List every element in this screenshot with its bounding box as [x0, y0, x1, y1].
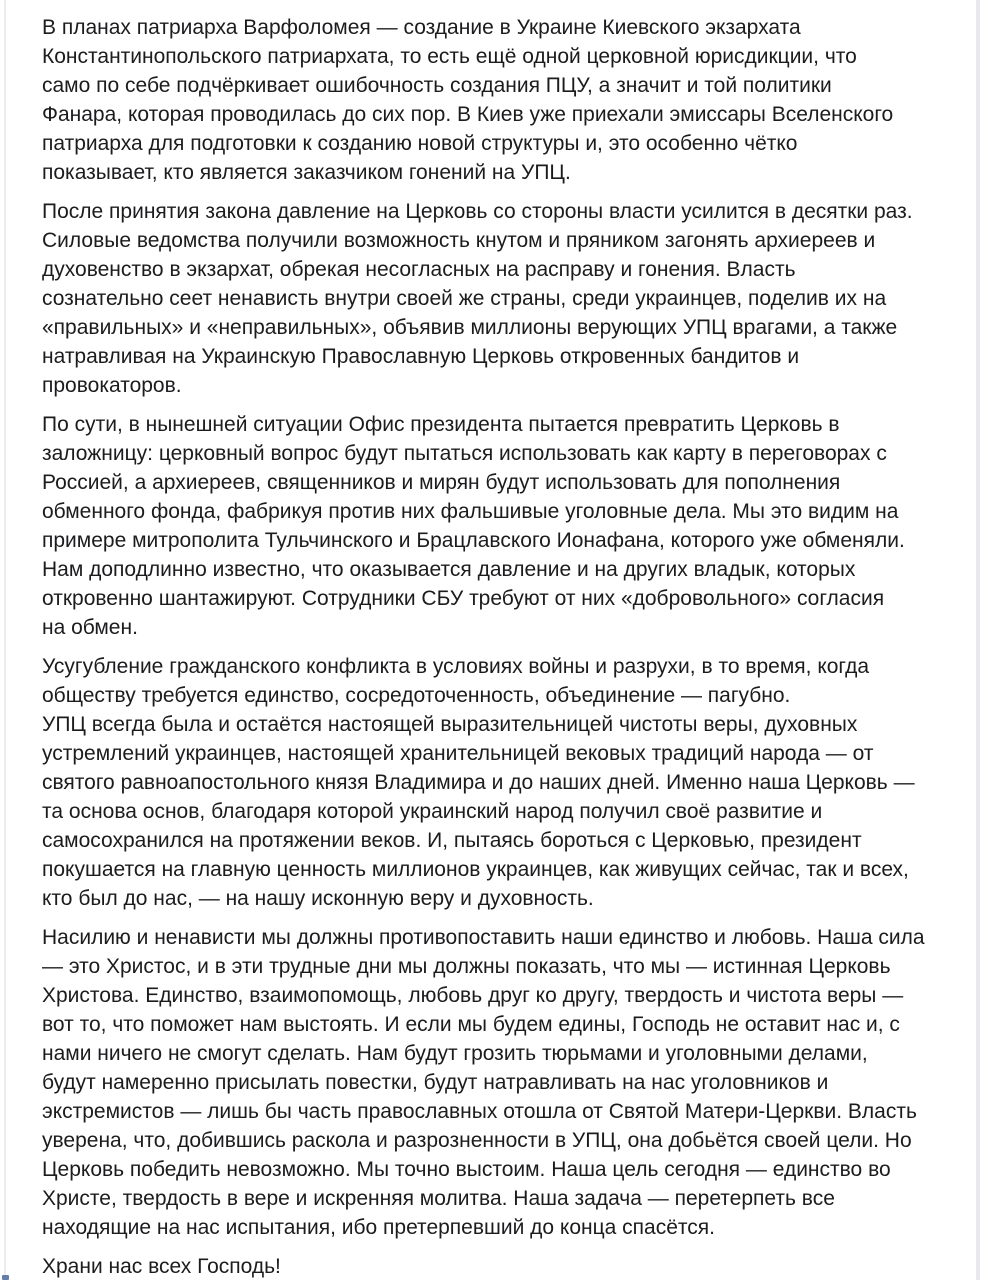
article-text — [42, 13, 967, 1280]
paragraph — [42, 652, 967, 913]
right-border-divider — [976, 0, 980, 1280]
text-line: Христе, твердость в вере и искренняя молитва. Наша задача — перетерпеть все — [42, 1187, 835, 1210]
text-line: — это Христос, и в эти трудные дни мы должны показать, что мы — истинная Церковь — [42, 955, 891, 978]
left-border-divider — [4, 0, 6, 1280]
text-line: уверена, что, добившись раскола и разрозненности в УПЦ, она добьётся своей цели. Но — [42, 1129, 912, 1152]
text-line: Храни нас всех Господь! — [42, 1255, 281, 1278]
paragraph — [42, 197, 967, 400]
text-line: провокаторов. — [42, 374, 182, 397]
text-line: Силовые ведомства получили возможность кнутом и пряником загонять архиереев и — [42, 229, 876, 252]
text-line: святого равноапостольного князя Владимира и до наших дней. Именно наша Церковь — — [42, 771, 915, 794]
text-line: экстремистов — лишь бы часть православных отошла от Святой Матери-Церкви. Власть — [42, 1100, 917, 1123]
text-line: на обмен. — [42, 616, 138, 639]
text-line: Фанара, которая проводилась до сих пор. В Киев уже приехали эмиссары Вселенского — [42, 103, 894, 126]
paragraph — [42, 1252, 967, 1280]
text-line: устремлений украинцев, настоящей хранительницей вековых традиций народа — от — [42, 742, 874, 765]
text-line: После принятия закона давление на Церковь со стороны власти усилится в десятки раз. — [42, 200, 913, 223]
text-line: будут намеренно присылать повестки, будут натравливать на нас уголовников и — [42, 1071, 829, 1094]
text-line: По сути, в нынешней ситуации Офис президента пытается превратить Церковь в — [42, 413, 840, 436]
text-line: кто был до нас, — на нашу исконную веру и духовность. — [42, 887, 594, 910]
text-line: примере митрополита Тульчинского и Брацлавского Ионафана, которого уже обменяли. — [42, 529, 905, 552]
text-line: показывает, кто является заказчиком гонений на УПЦ. — [42, 161, 571, 184]
text-line: Церковь победить невозможно. Мы точно выстоим. Наша цель сегодня — единство во — [42, 1158, 891, 1181]
text-line: самосохранился на протяжении веков. И, пытаясь бороться с Церковью, президент — [42, 829, 862, 852]
text-line: откровенно шантажируют. Сотрудники СБУ требуют от них «добровольного» согласия — [42, 587, 885, 610]
text-line: В планах патриарха Варфоломея — создание в Украине Киевского экзархата — [42, 16, 801, 39]
text-line: духовенство в экзархат, обрекая несогласных на расправу и гонения. Власть — [42, 258, 796, 281]
text-line: Усугубление гражданского конфликта в условиях войны и разрухи, в то время, когда — [42, 655, 870, 678]
text-line: Россией, а архиереев, священников и мирян будут использовать для пополнения — [42, 471, 841, 494]
text-line: покушается на главную ценность миллионов украинцев, как живущих сейчас, так и всех, — [42, 858, 909, 881]
text-line: патриарха для подготовки к созданию новой структуры и, это особенно чётко — [42, 132, 798, 155]
text-line: сознательно сеет ненависть внутри своей же страны, среди украинцев, поделив их на — [42, 287, 887, 310]
text-line: обществу требуется единство, сосредоточенность, объединение — пагубно. — [42, 684, 791, 707]
text-line: Нам доподлинно известно, что оказывается давление и на других владык, которых — [42, 558, 856, 581]
text-line: заложницу: церковный вопрос будут пытаться использовать как карту в переговорах с — [42, 442, 887, 465]
paragraph — [42, 923, 967, 1242]
text-line: само по себе подчёркивает ошибочность создания ПЦУ, а значит и той политики — [42, 74, 832, 97]
text-line: Константинопольского патриархата, то есть ещё одной церковной юрисдикции, что — [42, 45, 857, 68]
text-line: нами ничего не смогут сделать. Нам будут грозить тюрьмами и уголовными делами, — [42, 1042, 868, 1065]
paragraph — [42, 410, 967, 642]
text-line: УПЦ всегда была и остаётся настоящей выразительницей чистоты веры, духовных — [42, 713, 858, 736]
paragraph — [42, 13, 967, 187]
text-line: вот то, что поможет нам выстоять. И если мы будем едины, Господь не оставит нас и, с — [42, 1013, 900, 1036]
text-line: Насилию и ненависти мы должны противопоставить наши единство и любовь. Наша сила — [42, 926, 925, 949]
cut-off-element-fragment — [2, 1275, 9, 1280]
text-line: обменного фонда, фабрикуя против них фальшивые уголовные дела. Мы это видим на — [42, 500, 899, 523]
text-line: находящие на нас испытания, ибо претерпевший до конца спасётся. — [42, 1216, 715, 1239]
text-line: натравливая на Украинскую Православную Церковь откровенных бандитов и — [42, 345, 800, 368]
text-line: та основа основ, благодаря которой украинский народ получил своё развитие и — [42, 800, 823, 823]
text-line: «правильных» и «неправильных», объявив миллионы верующих УПЦ врагами, а также — [42, 316, 898, 339]
text-line: Христова. Единство, взаимопомощь, любовь друг ко другу, твердость и чистота веры — — [42, 984, 904, 1007]
